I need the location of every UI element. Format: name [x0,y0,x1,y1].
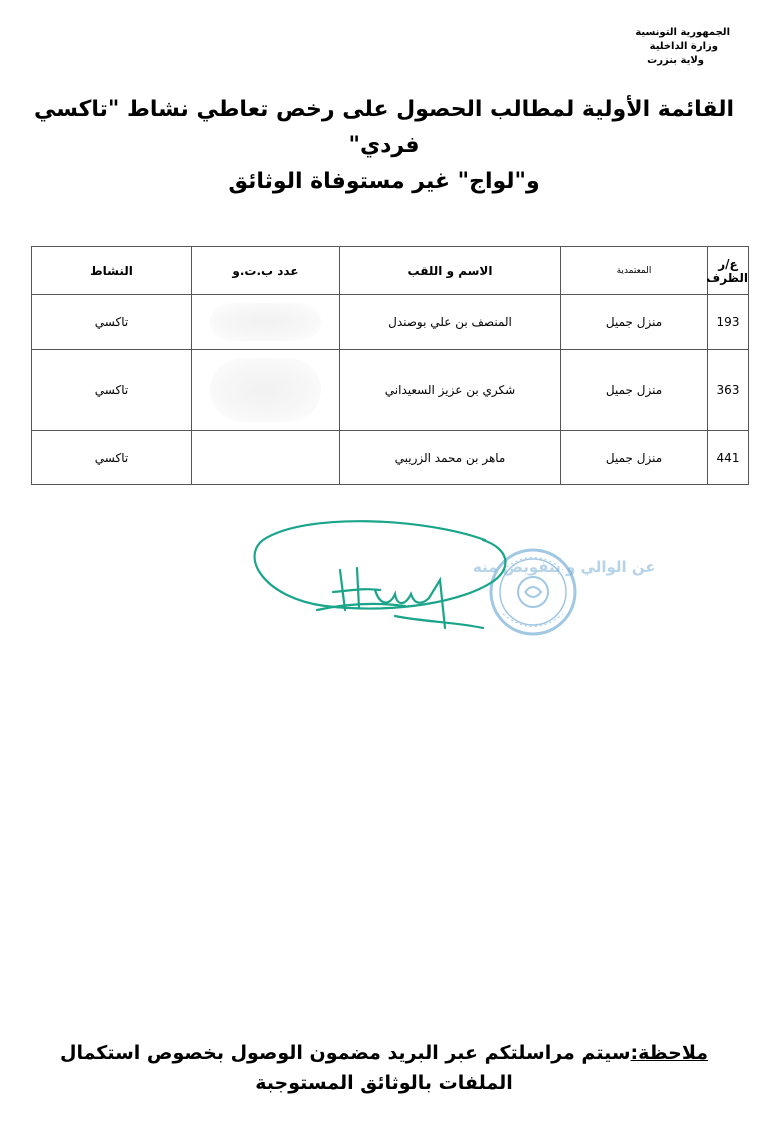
note-text: سيتم مراسلتكم عبر البريد مضمون الوصول بخصوص استكمال الملفات بالوثائق المستوجبة [59,1042,631,1094]
handwritten-signature-icon [255,521,506,628]
ministry-name: وزارة الداخلية [649,41,718,52]
cell-delegation: منزل جميل [561,350,708,431]
column-header-id-number: عدد ب.ت.و [192,247,340,295]
column-header-number-line1: ع/ر [718,256,738,271]
cell-name: المنصف بن علي بوصندل [340,295,561,350]
issuing-authority [530,26,730,68]
column-header-number [708,247,749,295]
country-name: الجمهورية التونسية [635,27,730,38]
title-line-2: و"لواج" غير مستوفاة الوثائق [228,169,540,194]
table-row [32,431,749,485]
signature-graphic [245,510,656,650]
cell-id-number [192,431,340,485]
cell-number: 193 [708,295,749,350]
column-header-activity: النشاط [32,247,192,295]
column-header-number-line2: الظرف [706,270,748,285]
cell-delegation: منزل جميل [561,431,708,485]
document-title [30,92,738,200]
cell-name: ماهر بن محمد الزريبي [340,431,561,485]
cell-activity: تاكسي [32,431,192,485]
cell-name: شكري بن عزيز السعيداني [340,350,561,431]
footer-note [30,1038,738,1098]
signature-and-stamp [245,510,656,650]
cell-activity: تاكسي [32,350,192,431]
cell-number: 363 [708,350,749,431]
column-header-delegation: المعتمدية [561,247,708,295]
cell-number: 441 [708,431,749,485]
cell-id-number-redacted [192,350,340,431]
table-header-row [32,247,749,295]
cell-activity: تاكسي [32,295,192,350]
redaction-blur [210,358,321,422]
governorate-name: ولاية بنزرت [647,55,704,66]
table-row [32,295,749,350]
redaction-blur [210,303,321,341]
cell-id-number-redacted [192,295,340,350]
table-row [32,350,749,431]
cell-delegation: منزل جميل [561,295,708,350]
applicants-table [31,246,749,485]
column-header-name: الاسم و اللقب [340,247,561,295]
title-line-1: القائمة الأولية لمطالب الحصول على رخص تعاطي نشاط "تاكسي فردي" [33,97,735,158]
note-label: ملاحظة: [630,1042,709,1064]
stamp-caption: عن الوالي و بتفويض منه [473,558,656,576]
